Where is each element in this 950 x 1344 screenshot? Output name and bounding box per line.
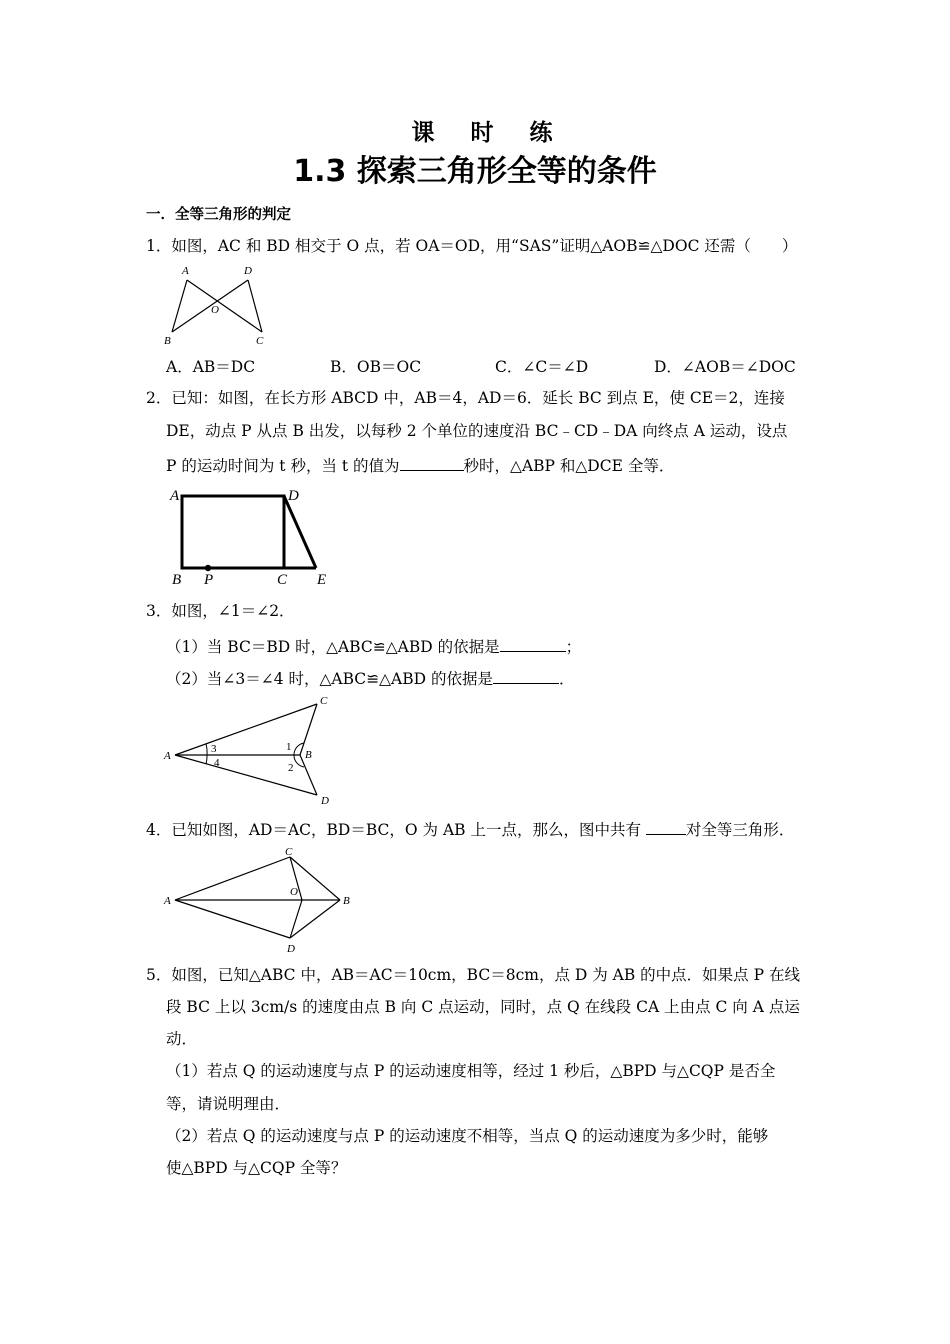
q3-sub-2-pre: （2）当∠3＝∠4 时，△ABC≌△ABD 的依据是 [166, 670, 493, 688]
q3-sub-1 [166, 635, 581, 657]
q2-line-2: DE，动点 P 从点 B 出发，以每秒 2 个单位的速度沿 BC﹣CD﹣DA 向终点 A 运动，设点 [166, 422, 788, 440]
q3-label-3: 3 [211, 743, 217, 755]
q2-label-e: E [317, 572, 327, 588]
q2-line-3 [166, 454, 674, 476]
q3-label-c: C [320, 695, 328, 707]
q3-label-4: 4 [214, 757, 220, 769]
q4-line [146, 818, 794, 840]
q2-answer-blank [400, 454, 464, 471]
q5-line-2: 段 BC 上以 3cm/s 的速度由点 B 向 C 点运动，同时，点 Q 在线段 CA 上由点 C 向 A 点运 [166, 998, 800, 1016]
q4-figure [160, 843, 360, 958]
q1-figure [160, 262, 280, 350]
q3-sub-1-post: ； [565, 638, 582, 656]
q3-label-1: 1 [286, 741, 292, 753]
q2-label-d: D [288, 488, 299, 504]
q2-label-p: P [204, 572, 214, 588]
page-title: 1.3 探索三角形全等的条件 [293, 154, 657, 189]
q1-option-d: D．∠AOB＝∠DOC [654, 358, 796, 376]
q5-line-1: 5．如图，已知△ABC 中，AB＝AC＝10cm，BC＝8cm，点 D 为 AB 的中点．如果点 P 在线 [146, 966, 800, 984]
q4-label-o: O [290, 886, 298, 898]
q4-line-pre: 4．已知如图，AD＝AC，BD＝BC，O 为 AB 上一点，那么，图中共有 [146, 821, 646, 839]
q1-option-c: C．∠C＝∠D [495, 358, 589, 376]
q4-label-b: B [343, 895, 350, 907]
q3-label-a: A [164, 750, 171, 762]
lesson-label: 课 时 练 [411, 120, 567, 146]
q5-line-3: 动． [166, 1030, 198, 1048]
q1-label-c: C [256, 335, 264, 347]
q3-sub-2 [166, 667, 575, 689]
q3-sub-1-blank [500, 635, 566, 652]
q5-sub-1-line-2: 等，请说明理由． [166, 1095, 291, 1113]
q3-sub-1-pre: （1）当 BC＝BD 时，△ABC≌△ABD 的依据是 [166, 638, 500, 656]
q2-label-b: B [172, 572, 182, 588]
q1-option-a: A．AB＝DC [166, 358, 256, 376]
q3-sub-2-post: ． [558, 670, 575, 688]
q4-line-post: 对全等三角形． [685, 821, 795, 839]
q3-line-1: 3．如图，∠1＝∠2． [146, 602, 295, 620]
section-heading: 一．全等三角形的判定 [146, 207, 291, 223]
q1-text: 1．如图，AC 和 BD 相交于 O 点，若 OA＝OD，用“SAS”证明△AOB≌△DOC 还需（ ） [146, 237, 798, 255]
q4-answer-blank [646, 818, 686, 835]
q1-label-o: O [211, 304, 219, 316]
q1-option-b: B．OB＝OC [330, 358, 422, 376]
q4-label-d: D [287, 943, 295, 955]
q2-line-3-post: 秒时，△ABP 和△DCE 全等． [463, 457, 675, 475]
q4-label-a: A [164, 895, 171, 907]
q4-label-c: C [285, 846, 293, 858]
q5-sub-2-line-1: （2）若点 Q 的运动速度与点 P 的运动速度不相等，当点 Q 的运动速度为多少时，能够 [166, 1127, 769, 1145]
q2-figure [166, 482, 346, 590]
q3-label-2: 2 [288, 762, 294, 774]
q2-line-1: 2．已知：如图，在长方形 ABCD 中，AB＝4，AD＝6．延长 BC 到点 E，使 CE＝2，连接 [146, 389, 785, 407]
q3-label-d: D [321, 795, 329, 807]
q2-label-c: C [277, 572, 288, 588]
q3-label-b: B [305, 749, 312, 761]
q3-sub-2-blank [493, 667, 559, 684]
q1-label-b: B [164, 335, 171, 347]
q5-sub-2-line-2: 使△BPD 与△CQP 全等？ [166, 1159, 347, 1177]
q1-label-a: A [182, 265, 189, 277]
q1-label-d: D [244, 265, 252, 277]
q3-figure [160, 692, 340, 808]
q2-line-3-pre: P 的运动时间为 t 秒，当 t 的值为 [166, 457, 400, 475]
q2-label-a: A [170, 488, 180, 504]
q5-sub-1-line-1: （1）若点 Q 的运动速度与点 P 的运动速度相等，经过 1 秒后，△BPD 与△CQP 是否全 [166, 1062, 776, 1080]
